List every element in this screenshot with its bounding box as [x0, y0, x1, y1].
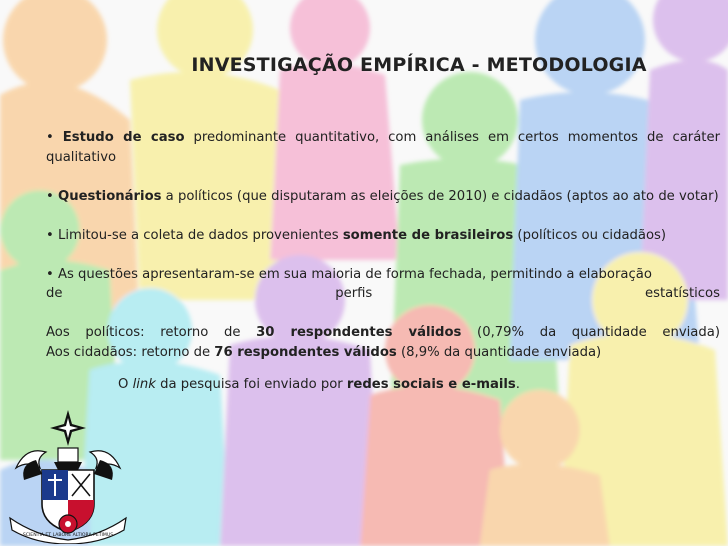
return-prefix: Aos cidadãos: retorno de [46, 344, 215, 360]
return-bold: 76 respondentes válidos [214, 344, 397, 360]
gear-icon [59, 515, 77, 533]
return-suffix: (8,9% da quantidade enviada) [396, 344, 602, 360]
word: perfis [335, 286, 373, 301]
slide-title: INVESTIGAÇÃO EMPÍRICA - METODOLOGIA [191, 54, 647, 76]
bullet-questionarios [46, 187, 720, 207]
bullet-text: Limitou-se a coleta de dados provenientes [53, 227, 343, 243]
link-word: link [132, 377, 156, 392]
bullet-bold: somente de brasileiros [342, 227, 514, 243]
bullet-questoes-continuation [46, 284, 720, 304]
bullet-bold: Questionários [57, 188, 162, 204]
word: de [46, 286, 63, 301]
compass-star-icon [50, 410, 86, 446]
bullet-marker: • [46, 130, 54, 145]
word: estatísticos [645, 286, 720, 301]
bullet-text: predominante quantitativo, com análises em certos momentos de caráter qualitativo [46, 130, 720, 165]
return-politicos [46, 323, 720, 343]
link-prefix: O [118, 377, 133, 392]
bullet-marker: • [46, 266, 54, 282]
return-bold: 30 respondentes válidos [256, 325, 462, 340]
crest-motto: SCIENTIA ET LABORE ALTIORA PETIMUS [22, 533, 114, 538]
bullet-estudo-de-caso [46, 128, 720, 167]
bullet-marker: • [46, 188, 54, 204]
link-bold: redes sociais e e-mails [346, 377, 516, 392]
bullet-limitou [46, 226, 720, 246]
bullet-text: As questões apresentaram-se em sua maioria de forma fechada, permitindo a elaboração [53, 266, 652, 282]
link-middle: da pesquisa foi enviado por [155, 377, 347, 392]
return-cidadaos [46, 343, 720, 363]
university-crest-logo [6, 408, 130, 544]
slide-content [46, 128, 720, 414]
bullet-text-end: (políticos ou cidadãos) [513, 227, 667, 243]
return-suffix: (0,79% da quantidade enviada) [461, 325, 720, 340]
return-prefix: Aos políticos: retorno de [46, 325, 257, 340]
bullet-questoes [46, 265, 720, 285]
link-suffix: . [515, 377, 520, 392]
bullet-text: a políticos (que disputaram as eleições de 2010) e cidadãos (aptos ao ato de votar) [161, 188, 719, 204]
bullet-marker: • [46, 227, 54, 243]
bullet-bold: Estudo de caso [62, 130, 185, 145]
link-line [46, 375, 720, 395]
